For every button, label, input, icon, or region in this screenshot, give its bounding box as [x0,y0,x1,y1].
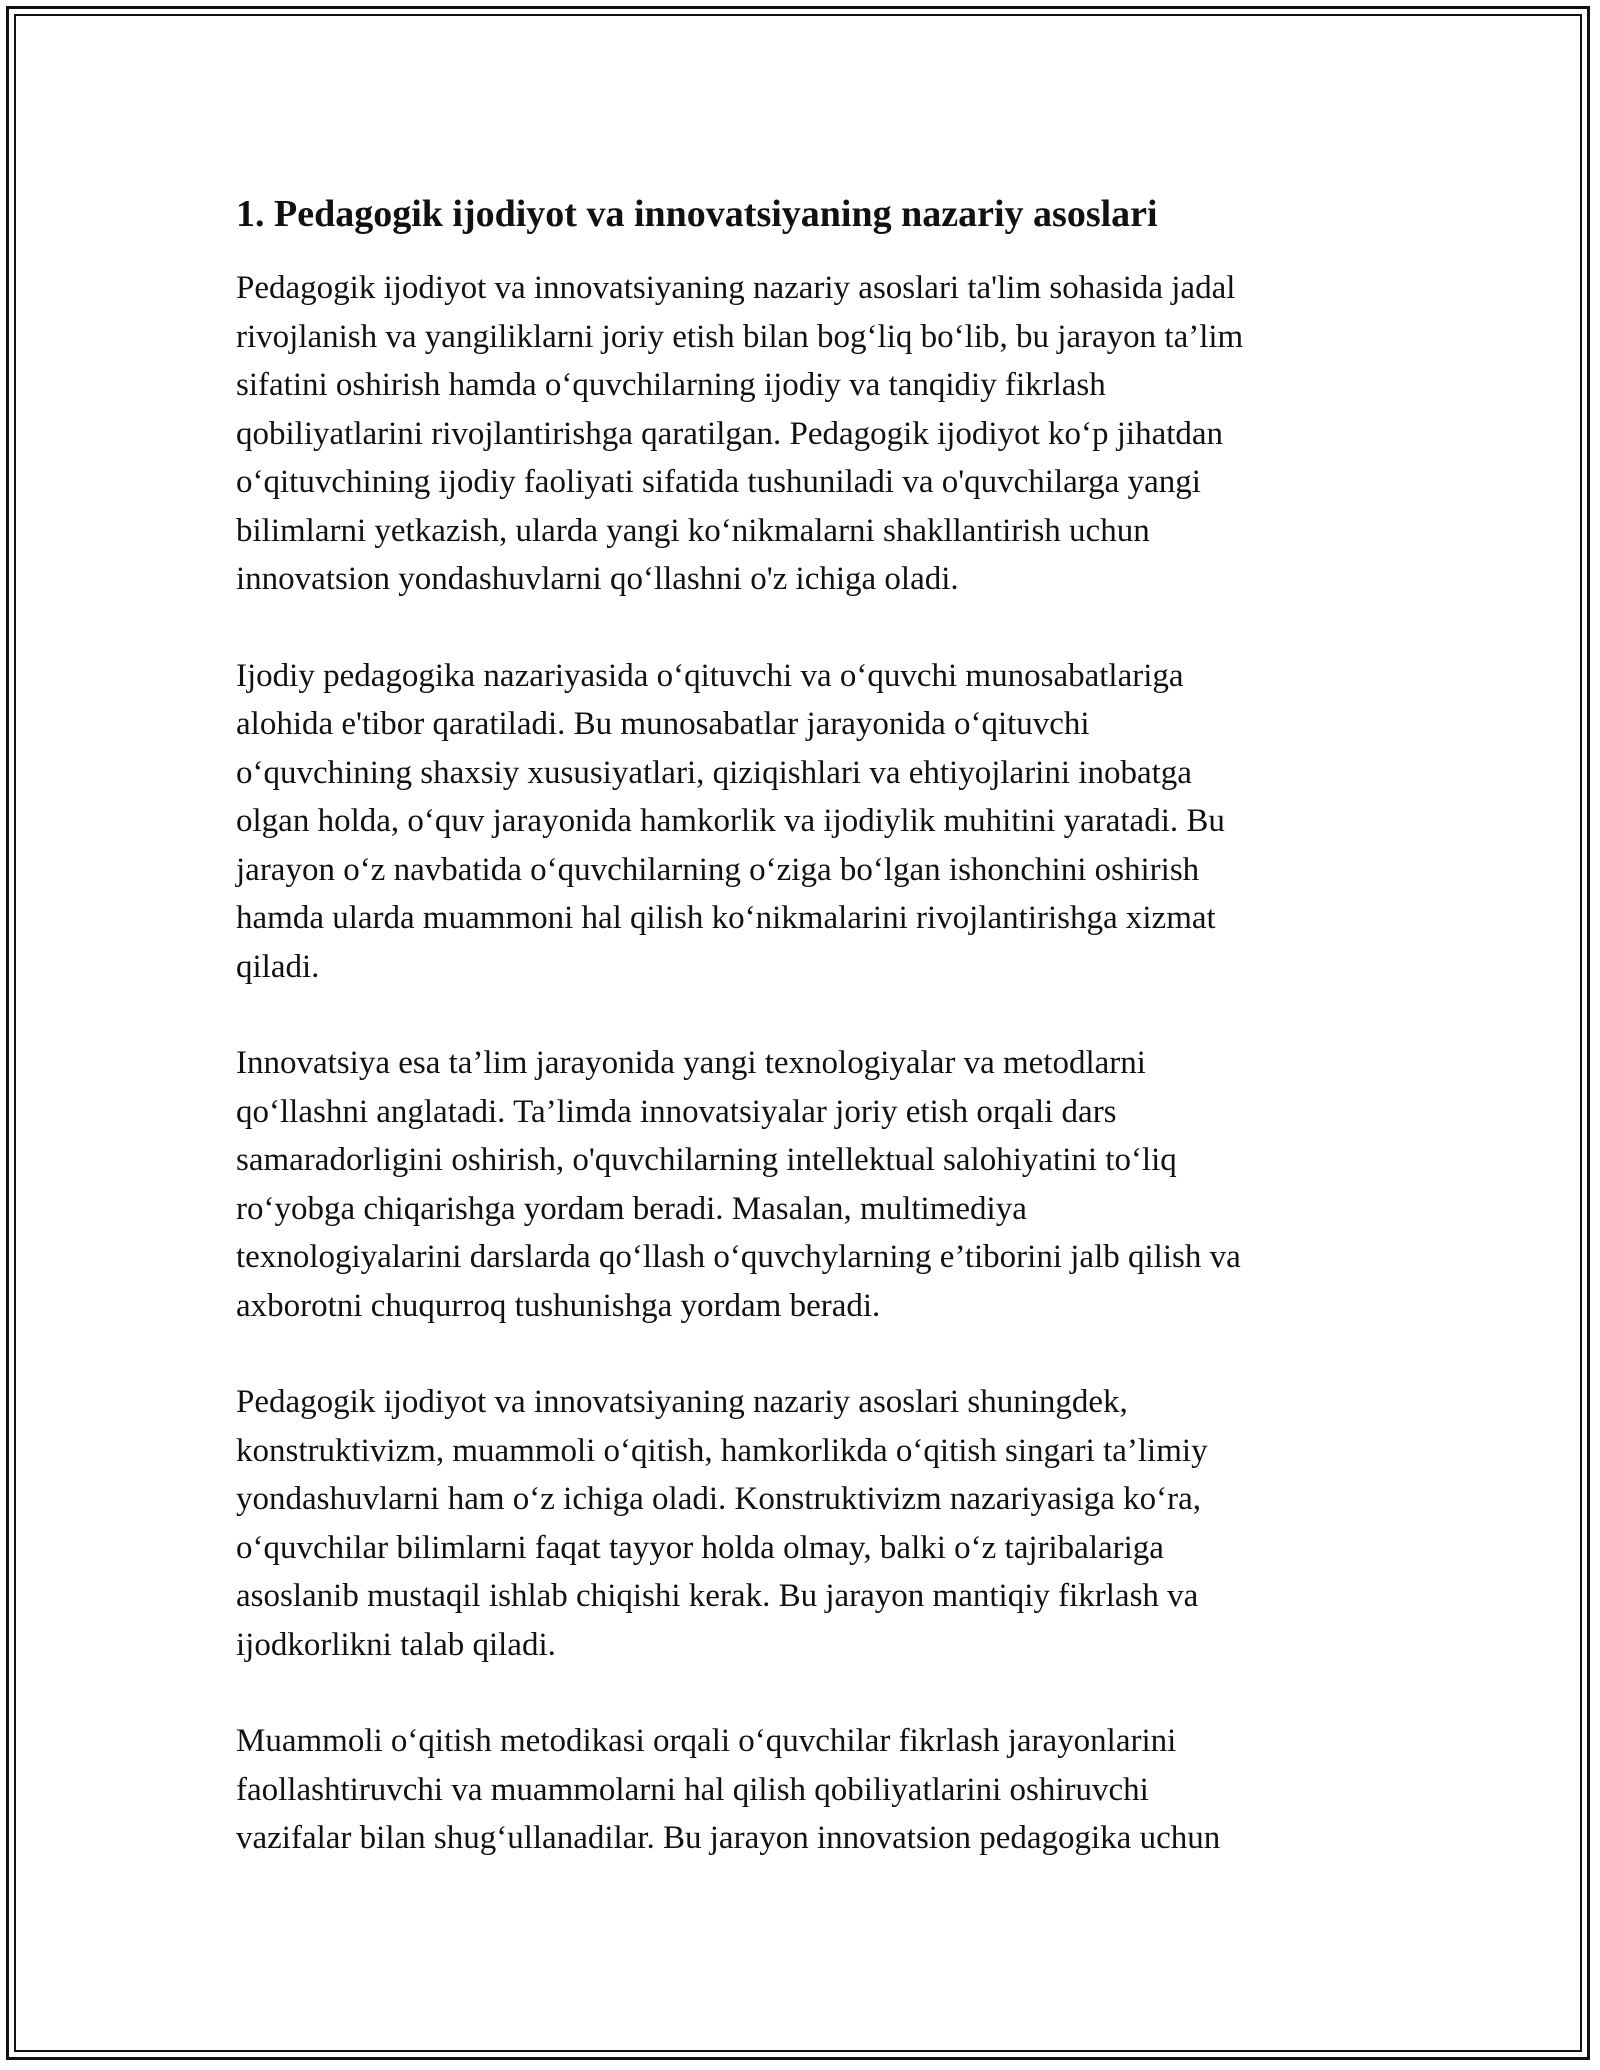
paragraph-4: Pedagogik ijodiyot va innovatsiyaning nazariy asoslari shuningdek, konstruktivizm, muammoli o‘qitish, hamkorlikda o‘qitish singari ta’limiy yondashuvlarni ham o‘z ichiga oladi. Konstruktivizm nazariyasiga ko‘ra, o‘quvchilar bilimlarni faqat tayyor holda olmay, balki o‘z tajribalariga asoslanib mustaqil ishlab chiqishi kerak. Bu jarayon mantiqiy fikrlash va ijodkorlikni talab qiladi. [236,1384,1208,1663]
paragraph-3: Innovatsiya esa ta’lim jarayonida yangi texnologiyalar va metodlarni qo‘llashni anglatadi. Ta’limda innovatsiyalar joriy etish orqali dars samaradorligini oshirish, o'quvchilarning intellektual salohiyatini to‘liq ro‘yobga chiqarishga yordam beradi. Masalan, multimediya texnologiyalarini darslarda qo‘llash o‘quvchylarning e’tiborini jalb qilish va axborotni chuqurroq tushunishga yordam beradi. [236,1045,1241,1324]
paragraph-2: Ijodiy pedagogika nazariyasida o‘qituvchi va o‘quvchi munosabatlariga alohida e'tibor qaratiladi. Bu munosabatlar jarayonida o‘qituvchi o‘quvchining shaxsiy xususiyatlari, qiziqishlari va ehtiyojlarini inobatga olgan holda, o‘quv jarayonida hamkorlik va ijodiylik muhitini yaratadi. Bu jarayon o‘z navbatida o‘quvchilarning o‘ziga bo‘lgan ishonchini oshirish hamda ularda muammoni hal qilish ko‘nikmalarini rivojlantirishga xizmat qiladi. [236,657,1225,985]
section-heading: 1. Pedagogik ijodiyot va innovatsiyaning nazariy asoslari [236,193,1158,235]
paragraph-5: Muammoli o‘qitish metodikasi orqali o‘quvchilar fikrlash jarayonlarini faollashtiruvchi va muammolarni hal qilish qobiliyatlarini oshiruvchi vazifalar bilan shug‘ullanadilar. Bu jarayon innovatsion pedagogika uchun [236,1723,1221,1856]
document-body [236,186,1356,1911]
paragraph-1: Pedagogik ijodiyot va innovatsiyaning nazariy asoslari ta'lim sohasida jadal rivojlanish va yangiliklarni joriy etish bilan bog‘liq bo‘lib, bu jarayon ta’lim sifatini oshirish hamda o‘quvchilarning ijodiy va tanqidiy fikrlash qobiliyatlarini rivojlantirishga qaratilgan. Pedagogik ijodiyot ko‘p jihatdan o‘qituvchining ijodiy faoliyati sifatida tushuniladi va o'quvchilarga yangi bilimlarni yetkazish, ularda yangi ko‘nikmalarni shakllantirish uchun innovatsion yondashuvlarni qo‘llashni o'z ichiga oladi. [236,270,1244,597]
